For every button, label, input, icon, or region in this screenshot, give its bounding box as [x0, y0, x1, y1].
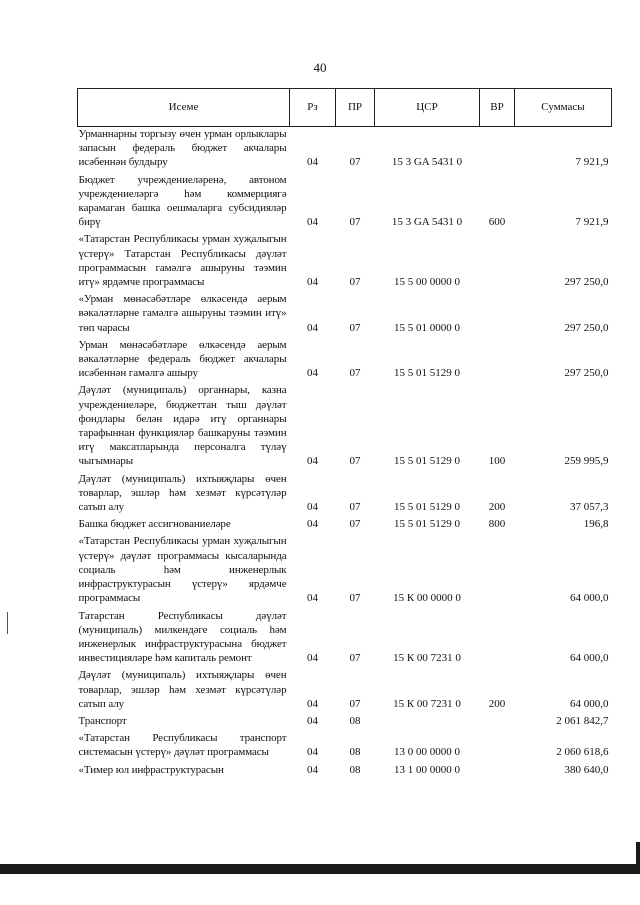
- cell-vr: [480, 763, 515, 780]
- cell-sum: 196,8: [583, 518, 609, 531]
- cell-pr: 07: [349, 276, 361, 289]
- cell-rz: 04: [307, 518, 318, 531]
- cell-name: Башка бюджет ассигнованиеләре: [78, 518, 231, 531]
- cell-rz: 04: [307, 763, 318, 776]
- table-row: [78, 472, 612, 518]
- header-csr: ЦСР: [375, 89, 480, 127]
- cell-sum: 297 250,0: [564, 276, 609, 289]
- cell-vr: 200: [488, 501, 506, 514]
- cell-sum: 297 250,0: [564, 367, 609, 380]
- header-rz: Рз: [290, 89, 336, 127]
- cell-rz: 04: [307, 697, 318, 710]
- cell-name: Урман мөнәсәбәтләре өлкәсендә аерым вәкаләтләрне федераль бюджет акчалары исәбеннән гамәлгә ашыру: [78, 338, 287, 380]
- table-row: [78, 731, 612, 762]
- cell-rz: 04: [307, 746, 318, 759]
- header-sum: Суммасы: [515, 89, 612, 127]
- cell-vr: 600: [488, 216, 506, 229]
- cell-csr: 15 К 00 7231 0: [393, 697, 461, 710]
- table-body: [78, 127, 612, 780]
- cell-pr: 07: [349, 501, 361, 514]
- cell-sum: 64 000,0: [570, 652, 609, 665]
- cell-name: Урманнарны торгызу өчен урман орлыклары запасын федераль бюджет акчалары исәбеннән булдыру: [78, 128, 287, 169]
- header-vr: ВР: [480, 89, 515, 127]
- cell-name: Транспорт: [78, 714, 127, 727]
- cell-pr: 07: [349, 518, 361, 531]
- cell-sum: 7 921,9: [575, 216, 609, 229]
- cell-vr: [480, 338, 515, 384]
- cell-sum: 7 921,9: [575, 156, 609, 169]
- cell-vr: 800: [488, 518, 506, 531]
- table-row: [78, 534, 612, 608]
- cell-vr: [480, 127, 515, 173]
- cell-rz: 04: [307, 367, 318, 380]
- cell-sum: 37 057,3: [570, 501, 609, 514]
- page-number: 40: [313, 60, 327, 75]
- cell-csr: 15 5 00 0000 0: [394, 276, 460, 289]
- table-row: [78, 232, 612, 292]
- cell-vr: [480, 292, 515, 338]
- cell-pr: 08: [349, 763, 361, 776]
- table-row: [78, 668, 612, 714]
- cell-csr: 15 5 01 5129 0: [394, 455, 460, 468]
- table-row: [78, 173, 612, 233]
- table-row: [78, 292, 612, 338]
- cell-sum: 64 000,0: [570, 592, 609, 605]
- cell-rz: 04: [307, 156, 318, 169]
- cell-name: Татарстан Республикасы дәүләт (муниципаль) милкендәге социаль һәм инженерлык инфраструктурасына бюджет инвестицияләре һәм капиталь ремонт: [78, 609, 287, 665]
- cell-name: «Татарстан Республикасы урман хуҗалыгын үстерү» Татарстан Республикасы дәүләт программасын гамәлгә ашыруны тәэмин итү» ярдәмче программасы: [78, 233, 287, 289]
- scan-bottom-edge: [0, 864, 640, 874]
- cell-vr: [480, 232, 515, 292]
- cell-csr: 15 5 01 5129 0: [394, 367, 460, 380]
- scan-corner-edge: [636, 842, 640, 874]
- cell-name: «Татарстан Республикасы урман хуҗалыгын үстерү» дәүләт программасы кысаларында социаль һәм инженерлык инфраструктурасын үстерү» ярдәмче программасы: [78, 535, 287, 605]
- cell-csr: 15 5 01 0000 0: [394, 321, 460, 334]
- cell-sum: 2 060 618,6: [556, 746, 609, 759]
- cell-sum: 2 061 842,7: [556, 714, 609, 727]
- cell-csr: 15 К 00 0000 0: [393, 592, 461, 605]
- table-row: [78, 338, 612, 384]
- cell-pr: 07: [349, 156, 361, 169]
- cell-pr: 07: [349, 455, 361, 468]
- cell-csr: 15 К 00 7231 0: [393, 652, 461, 665]
- table-row: [78, 763, 612, 780]
- cell-rz: 04: [307, 501, 318, 514]
- header-pr: ПР: [336, 89, 375, 127]
- cell-pr: 08: [349, 714, 361, 727]
- cell-sum: 297 250,0: [564, 321, 609, 334]
- cell-sum: 380 640,0: [564, 763, 609, 776]
- table-row: [78, 609, 612, 669]
- cell-rz: 04: [307, 216, 318, 229]
- table-row: [78, 383, 612, 471]
- cell-pr: 07: [349, 652, 361, 665]
- table-row: [78, 517, 612, 534]
- cell-name: «Татарстан Республикасы транспорт системасын үстерү» дәүләт программасы: [78, 732, 287, 759]
- table-row: [78, 127, 612, 173]
- cell-name: Бюджет учреждениеләренә, автоном учреждениеләргә һәм коммерциягә карамаган башка оешмаларга субсидияләр бирү: [78, 173, 287, 229]
- cell-vr: 200: [488, 697, 506, 710]
- cell-vr: 100: [488, 455, 506, 468]
- cell-pr: 07: [349, 216, 361, 229]
- cell-pr: 08: [349, 746, 361, 759]
- cell-csr: 15 5 01 5129 0: [394, 501, 460, 514]
- cell-pr: 07: [349, 367, 361, 380]
- cell-name: Дәүләт (муниципаль) ихтыяҗлары өчен товарлар, эшләр һәм хезмәт күрсәтүләр сатып алу: [78, 669, 287, 710]
- cell-csr: 15 3 GA 5431 0: [391, 156, 463, 169]
- cell-name: Дәүләт (муниципаль) органнары, казна учреждениеләре, бюджеттан тыш дәүләт фондлары белән идарә итү органнары тарафыннан функцияләр башкаруны тәэмин итү максатларында персоналга түләү чыгымнары: [78, 384, 287, 468]
- cell-pr: 07: [349, 592, 361, 605]
- cell-rz: 04: [307, 455, 318, 468]
- cell-rz: 04: [307, 714, 318, 727]
- cell-csr: 13 0 00 0000 0: [394, 746, 460, 759]
- cell-vr: [480, 714, 515, 731]
- budget-table: [77, 88, 612, 780]
- cell-vr: [480, 534, 515, 608]
- cell-name: «Урман мөнәсәбәтләре өлкәсендә аерым вәкаләтләрне гамәлгә ашыруны тәэмин итү» төп чарасы: [78, 293, 287, 334]
- cell-csr: 15 3 GA 5431 0: [391, 216, 463, 229]
- table-header: [78, 89, 612, 127]
- cell-rz: 04: [307, 592, 318, 605]
- cell-csr: [375, 714, 480, 731]
- cell-pr: 07: [349, 697, 361, 710]
- cell-vr: [480, 731, 515, 762]
- header-name: Исеме: [78, 89, 290, 127]
- cell-name: Дәүләт (муниципаль) ихтыяҗлары өчен товарлар, эшләр һәм хезмәт күрсәтүләр сатып алу: [78, 472, 287, 514]
- cell-pr: 07: [349, 321, 361, 334]
- cell-sum: 259 995,9: [564, 455, 609, 468]
- cell-csr: 13 1 00 0000 0: [394, 763, 460, 776]
- cell-rz: 04: [307, 276, 318, 289]
- scan-margin-mark: [7, 612, 8, 634]
- cell-vr: [480, 609, 515, 669]
- cell-rz: 04: [307, 321, 318, 334]
- cell-name: «Тимер юл инфраструктурасын: [78, 763, 224, 776]
- cell-sum: 64 000,0: [570, 697, 609, 710]
- cell-rz: 04: [307, 652, 318, 665]
- cell-csr: 15 5 01 5129 0: [394, 518, 460, 531]
- table-row: [78, 714, 612, 731]
